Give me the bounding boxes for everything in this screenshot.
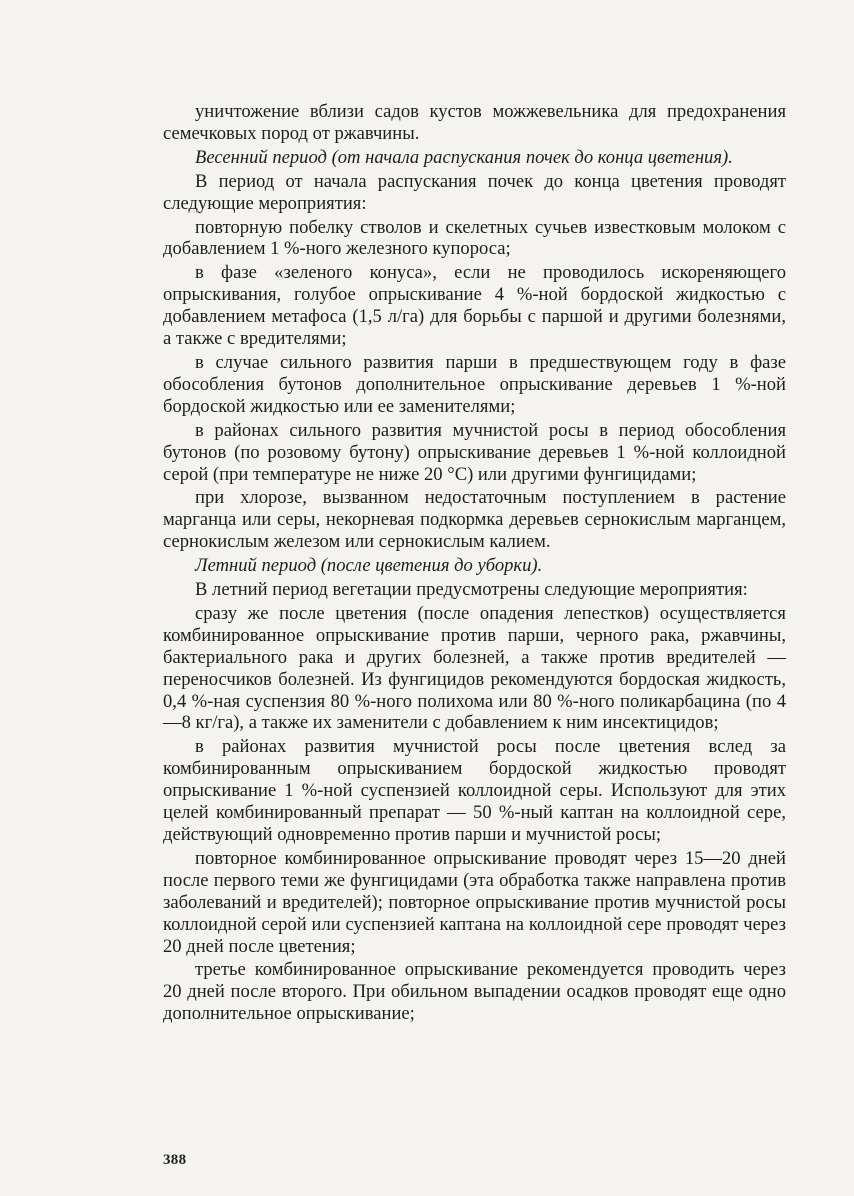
paragraph: в районах сильного развития мучнистой росы в период обособления бутонов (по розовому бутону) опрыскивание деревьев 1 %-ной коллоидной серой (при температуре не ниже 20 °С) или другими фунгицидами; [163,419,786,485]
paragraph: В летний период вегетации предусмотрены следующие мероприятия: [195,579,748,601]
paragraph: третье комбинированное опрыскивание рекомендуется проводить через 20 дней после второго. При обильном выпадении осадков проводят еще одно дополнительное опрыскивание; [163,959,786,1025]
paragraph: повторную побелку стволов и скелетных сучьев известковым молоком с добавлением 1 %-ного железного купороса; [163,216,786,260]
paragraph: повторное комбинированное опрыскивание проводят через 15—20 дней после первого теми же фунгицидами (эта обработка также направлена против заболеваний и вредителей); повторное опрыскивание против мучнистой росы коллоидной серой или суспензией каптана на коллоидной сере проводят через 20 дней после цветения; [163,847,786,957]
section-heading: Весенний период (от начала распускания почек до конца цветения). [195,146,733,168]
body-text [163,101,786,1027]
section-heading: Летний период (после цветения до уборки). [195,555,543,577]
paragraph: при хлорозе, вызванном недостаточным поступлением в растение марганца или серы, некорневая подкормка деревьев сернокислым марганцем, сернокислым железом или сернокислым калием. [163,487,786,553]
page-number: 388 [163,1152,187,1168]
paragraph: в районах развития мучнистой росы после цветения вслед за комбинированным опрыскиванием бордоской жидкостью проводят опрыскивание 1 %-ной суспензией коллоидной серы. Используют для этих целей комбинированный препарат — 50 %-ный каптан на коллоидной сере, действующий одновременно против парши и мучнистой росы; [163,736,786,845]
paragraph: уничтожение вблизи садов кустов можжевельника для предохранения семечковых пород от ржавчины. [163,101,786,144]
paragraph: в случае сильного развития парши в предшествующем году в фазе обособления бутонов дополнительное опрыскивание деревьев 1 %-ной бордоской жидкостью или ее заменителями; [163,351,786,417]
paragraph: сразу же после цветения (после опадения лепестков) осуществляется комбинированное опрыскивание против парши, черного рака, ржавчины, бактериального рака и других болезней, а также против вредителей — переносчиков болезней. Из фунгицидов рекомендуются бордоская жидкость, 0,4 %-ная суспензия 80 %-ного полихома или 80 %-ного поликарбацина (по 4—8 кг/га), а также их заменители с добавлением к ним инсектицидов; [163,602,786,734]
paragraph: в фазе «зеленого конуса», если не проводилось искореняющего опрыскивания, голубое опрыскивание 4 %-ной бордоской жидкостью с добавлением метафоса (1,5 л/га) для борьбы с паршой и другими болезнями, а также с вредителями; [163,262,786,350]
paragraph: В период от начала распускания почек до конца цветения проводят следующие мероприятия: [163,170,786,214]
